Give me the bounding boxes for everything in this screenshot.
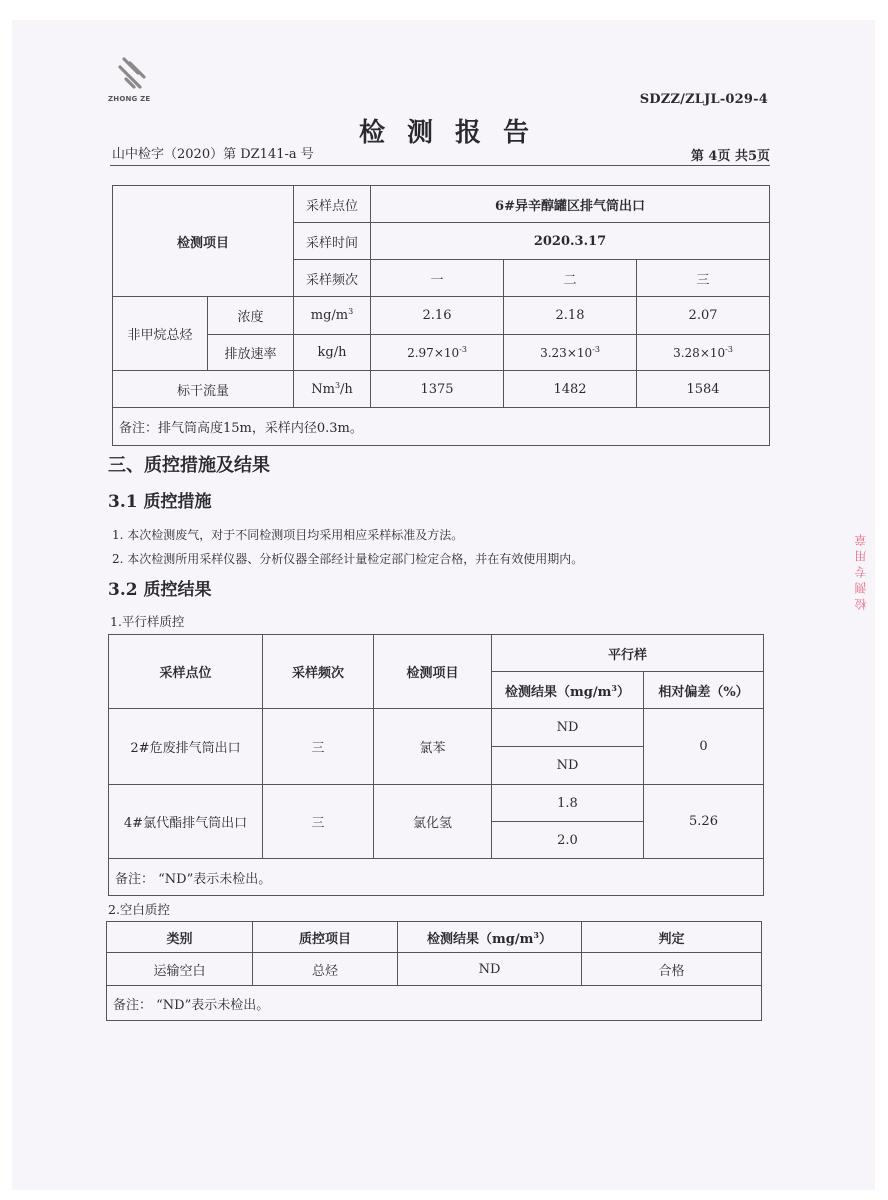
concentration-unit: $mg/m^3$ bbox=[294, 297, 371, 335]
header-divider bbox=[110, 165, 770, 166]
emission-rate-3: $3.28\times 10^{-3}$ bbox=[637, 335, 770, 371]
emission-results-table bbox=[112, 185, 770, 446]
emission-rate-label: 排放速率 bbox=[208, 335, 294, 371]
row1-item: 氯苯 bbox=[374, 709, 492, 785]
flow-2: 1482 bbox=[504, 371, 637, 408]
row1-result-2: ND bbox=[492, 747, 644, 785]
document-code: SDZZ/ZLJL-029-4 bbox=[639, 92, 768, 107]
sampling-date: 2020.3.17 bbox=[371, 223, 770, 260]
header-qc-item: 质控项目 bbox=[253, 922, 398, 953]
blank-category: 运输空白 bbox=[107, 953, 253, 986]
flow-unit: Nm$^3$/h bbox=[294, 371, 371, 408]
row2-result-1: 1.8 bbox=[492, 785, 644, 822]
header-result: 检测结果$(mg/m^3)$ bbox=[398, 922, 582, 953]
row2-frequency: 三 bbox=[263, 785, 374, 859]
row1-frequency: 三 bbox=[263, 709, 374, 785]
header-deviation: 相对偏差（%） bbox=[644, 672, 764, 709]
header-category: 类别 bbox=[107, 922, 253, 953]
emission-rate-2: $3.23\times 10^{-3}$ bbox=[504, 335, 637, 371]
row2-item: 氯化氢 bbox=[374, 785, 492, 859]
table1-note: 备注：排气筒高度15m，采样内径0.3m。 bbox=[113, 408, 770, 446]
blank-qc-item: 总烃 bbox=[253, 953, 398, 986]
subsection-qc-measures: 3.1 质控措施 bbox=[108, 492, 212, 512]
row2-location: 4#氯代酯排气筒出口 bbox=[109, 785, 263, 859]
row2-deviation: 5.26 bbox=[644, 785, 764, 859]
row1-result-1: ND bbox=[492, 709, 644, 747]
concentration-3: 2.07 bbox=[637, 297, 770, 335]
flow-3: 1584 bbox=[637, 371, 770, 408]
table2-note: 备注： “ND”表示未检出。 bbox=[109, 859, 764, 896]
concentration-1: 2.16 bbox=[371, 297, 504, 335]
detection-item-header: 检测项目 bbox=[113, 186, 294, 297]
blank-qc-title: 2.空白质控 bbox=[108, 902, 170, 917]
header-result: 检测结果$(mg/m^3)$ bbox=[492, 672, 644, 709]
flow-label: 标干流量 bbox=[113, 371, 294, 408]
subsection-qc-results: 3.2 质控结果 bbox=[108, 580, 212, 600]
location-label: 采样点位 bbox=[294, 186, 371, 223]
blank-qc-table bbox=[106, 921, 762, 1021]
company-logo bbox=[108, 55, 168, 105]
red-seal-stamp: 检测专用章 bbox=[854, 530, 868, 610]
table3-note: 备注： “ND”表示未检出。 bbox=[107, 986, 762, 1021]
flow-1: 1375 bbox=[371, 371, 504, 408]
row2-result-2: 2.0 bbox=[492, 822, 644, 859]
frequency-label: 采样频次 bbox=[294, 260, 371, 297]
concentration-2: 2.18 bbox=[504, 297, 637, 335]
pollutant-name: 非甲烷总烃 bbox=[113, 297, 208, 371]
sampling-location: 6#异辛醇罐区排气筒出口 bbox=[371, 186, 770, 223]
emission-rate-1: $2.97\times 10^{-3}$ bbox=[371, 335, 504, 371]
emission-rate-unit: kg/h bbox=[294, 335, 371, 371]
logo-text: ZHONG ZE bbox=[108, 95, 151, 103]
parallel-sample-table bbox=[108, 634, 764, 896]
header-item: 检测项目 bbox=[374, 635, 492, 709]
row1-location: 2#危废排气筒出口 bbox=[109, 709, 263, 785]
header-location: 采样点位 bbox=[109, 635, 263, 709]
header-verdict: 判定 bbox=[582, 922, 762, 953]
parallel-sample-title: 1.平行样质控 bbox=[110, 614, 185, 629]
header-frequency: 采样频次 bbox=[263, 635, 374, 709]
logo-stripes-icon bbox=[116, 55, 156, 93]
row1-deviation: 0 bbox=[644, 709, 764, 785]
frequency-1: 一 bbox=[371, 260, 504, 297]
concentration-label: 浓度 bbox=[208, 297, 294, 335]
section-heading: 三、质控措施及结果 bbox=[108, 455, 270, 476]
measure-1: 1. 本次检测废气，对于不同检测项目均采用相应采样标准及方法。 bbox=[112, 528, 464, 542]
header-parallel: 平行样 bbox=[492, 635, 764, 672]
time-label: 采样时间 bbox=[294, 223, 371, 260]
blank-verdict: 合格 bbox=[582, 953, 762, 986]
blank-result: ND bbox=[398, 953, 582, 986]
page-indicator: 第 4页 共5页 bbox=[690, 149, 770, 164]
frequency-3: 三 bbox=[637, 260, 770, 297]
page-title: 检测报告 bbox=[358, 118, 551, 148]
measure-2: 2. 本次检测所用采样仪器、分析仪器全部经计量检定部门检定合格，并在有效使用期内。 bbox=[112, 552, 584, 566]
report-number: 山中检字（2020）第 DZ141-a 号 bbox=[112, 147, 314, 162]
frequency-2: 二 bbox=[504, 260, 637, 297]
